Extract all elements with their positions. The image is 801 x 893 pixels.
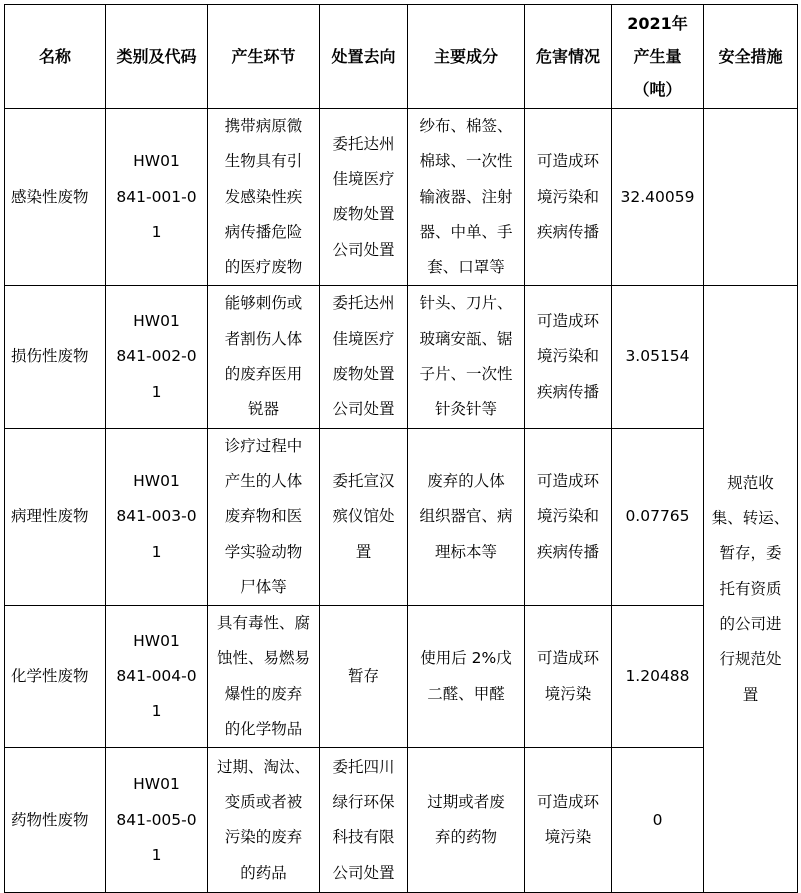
header-safety: 安全措施	[704, 5, 798, 109]
waste-hazard: 可造成环 境污染和 疾病传播	[525, 109, 612, 286]
waste-components: 废弃的人体 组织器官、病 理标本等	[408, 428, 525, 605]
waste-components: 过期或者废 弃的药物	[408, 748, 525, 893]
header-row	[5, 5, 798, 109]
waste-code: HW01 841-004-0 1	[106, 606, 208, 748]
waste-amount: 3.05154	[612, 286, 704, 428]
waste-source: 具有毒性、腐 蚀性、易燃易 爆性的废弃 的化学物品	[208, 606, 320, 748]
waste-amount: 0	[612, 748, 704, 893]
waste-name: 化学性废物	[5, 606, 106, 748]
header-disposal: 处置去向	[320, 5, 408, 109]
waste-disposal: 暂存	[320, 606, 408, 748]
waste-components: 纱布、棉签、 棉球、一次性 输液器、注射 器、中单、手 套、口罩等	[408, 109, 525, 286]
safety-measures: 规范收 集、转运、 暂存，委 托有资质 的公司进 行规范处 置	[704, 286, 798, 893]
waste-code: HW01 841-002-0 1	[106, 286, 208, 428]
header-hazard: 危害情况	[525, 5, 612, 109]
waste-code: HW01 841-001-0 1	[106, 109, 208, 286]
waste-hazard: 可造成环 境污染	[525, 606, 612, 748]
table-row	[5, 109, 798, 286]
waste-disposal: 委托四川 绿行环保 科技有限 公司处置	[320, 748, 408, 893]
waste-name: 损伤性废物	[5, 286, 106, 428]
waste-amount: 32.40059	[612, 109, 704, 286]
waste-components: 使用后 2%戊 二醛、甲醛	[408, 606, 525, 748]
waste-hazard: 可造成环 境污染和 疾病传播	[525, 428, 612, 605]
waste-name: 病理性废物	[5, 428, 106, 605]
header-source: 产生环节	[208, 5, 320, 109]
header-amount: 2021年 产生量 （吨）	[612, 5, 704, 109]
waste-disposal: 委托宣汉 殡仪馆处 置	[320, 428, 408, 605]
waste-disposal: 委托达州 佳境医疗 废物处置 公司处置	[320, 286, 408, 428]
waste-hazard: 可造成环 境污染	[525, 748, 612, 893]
table-row	[5, 428, 798, 605]
safety-blank-cell	[704, 109, 798, 286]
header-name: 名称	[5, 5, 106, 109]
waste-source: 能够刺伤或 者割伤人体 的废弃医用 锐器	[208, 286, 320, 428]
waste-source: 携带病原微 生物具有引 发感染性疾 病传播危险 的医疗废物	[208, 109, 320, 286]
waste-code: HW01 841-005-0 1	[106, 748, 208, 893]
header-components: 主要成分	[408, 5, 525, 109]
table-row	[5, 748, 798, 893]
waste-source: 过期、淘汰、 变质或者被 污染的废弃 的药品	[208, 748, 320, 893]
waste-code: HW01 841-003-0 1	[106, 428, 208, 605]
header-code: 类别及代码	[106, 5, 208, 109]
waste-name: 感染性废物	[5, 109, 106, 286]
waste-disposal: 委托达州 佳境医疗 废物处置 公司处置	[320, 109, 408, 286]
table-row	[5, 606, 798, 748]
waste-amount: 0.07765	[612, 428, 704, 605]
waste-components: 针头、刀片、 玻璃安瓿、锯 子片、一次性 针灸针等	[408, 286, 525, 428]
hazardous-waste-table	[4, 4, 798, 893]
waste-amount: 1.20488	[612, 606, 704, 748]
table-row	[5, 286, 798, 428]
waste-source: 诊疗过程中 产生的人体 废弃物和医 学实验动物 尸体等	[208, 428, 320, 605]
waste-name: 药物性废物	[5, 748, 106, 893]
waste-hazard: 可造成环 境污染和 疾病传播	[525, 286, 612, 428]
